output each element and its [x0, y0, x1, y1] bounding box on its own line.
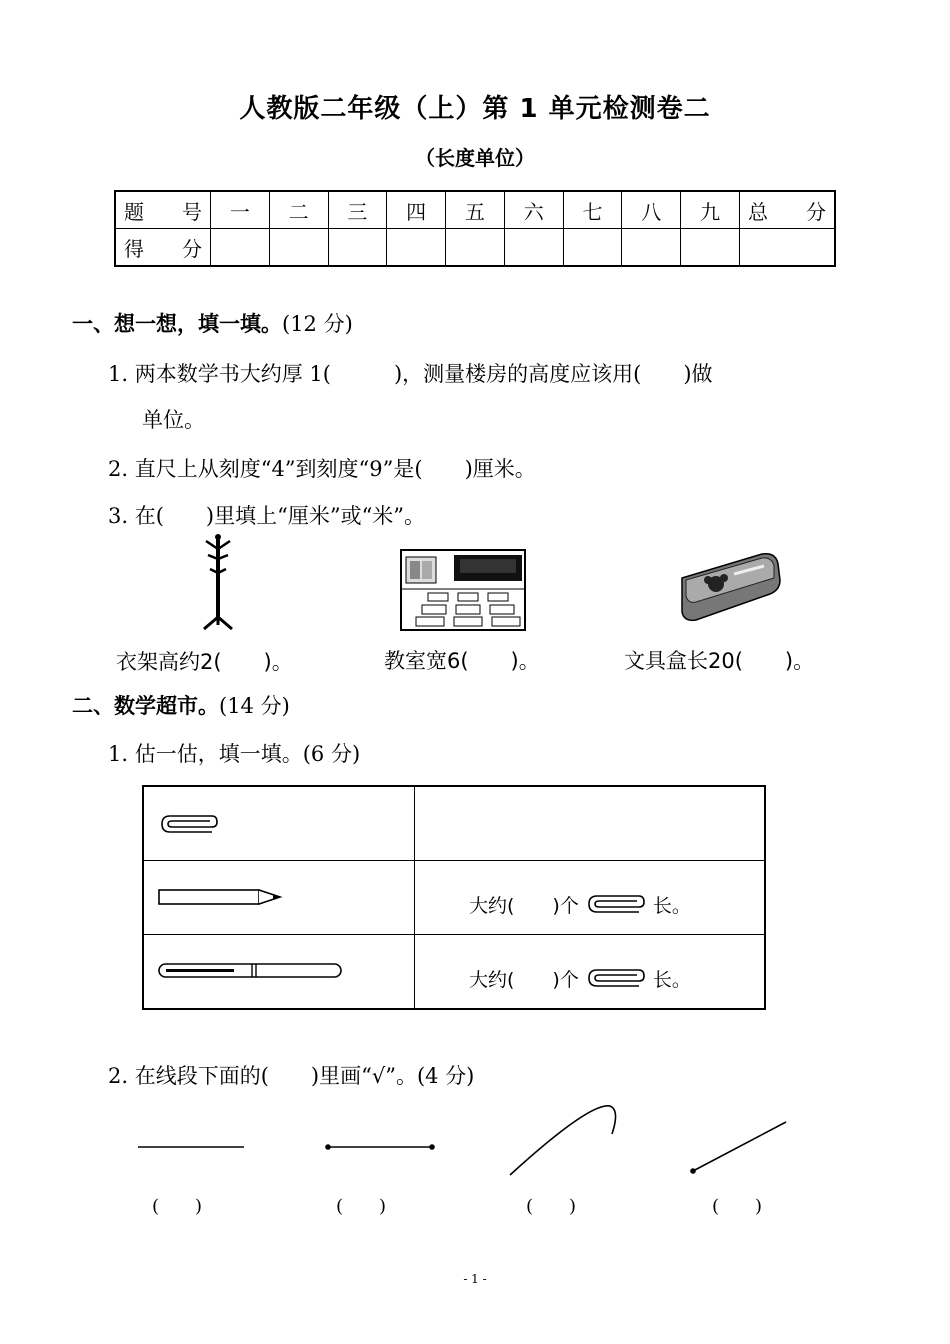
estimate-answer-cell [415, 786, 766, 861]
page-number: - 1 - [463, 1272, 487, 1286]
score-cell[interactable] [740, 229, 836, 267]
s1-q1-line2: 单位。 [142, 408, 205, 432]
score-col-9: 九 [681, 191, 740, 229]
estimate-table [142, 785, 766, 1010]
page-subtitle: （长度单位） [415, 146, 535, 170]
paper-clip-icon [585, 893, 647, 915]
score-col-2: 二 [269, 191, 328, 229]
s1-q3: 3. 在( )里填上“厘米”或“米”。 [108, 504, 426, 528]
score-col-6: 六 [504, 191, 563, 229]
estimate-answer-pen [469, 965, 691, 992]
score-col-4: 四 [387, 191, 446, 229]
score-table [114, 190, 836, 267]
score-cell[interactable] [681, 229, 740, 267]
line-figures [120, 1100, 820, 1190]
estimate-item-cell [143, 861, 415, 935]
section2-title: 二、数学超市。 [72, 694, 219, 718]
estimate-answer-cell[interactable] [415, 935, 766, 1010]
coat-rack-icon [196, 533, 246, 633]
pencil-icon [158, 887, 284, 909]
s1-q2: 2. 直尺上从刻度“4”到刻度“9”是( )厘米。 [108, 457, 536, 481]
score-value-row [115, 229, 835, 267]
caption-coat-rack: 衣架高约2( )。 [116, 650, 293, 674]
score-col-5: 五 [446, 191, 505, 229]
section1-title: 一、想一想，填一填。 [72, 312, 282, 336]
score-col-total: 总分 [740, 191, 836, 229]
pencil-box-icon [676, 550, 784, 626]
score-cell[interactable] [446, 229, 505, 267]
page-title: 人教版二年级（上）第 1 单元检测卷二 [239, 94, 711, 124]
caption-classroom: 教室宽6( )。 [384, 649, 540, 673]
estimate-row-pen [143, 935, 765, 1010]
score-col-1: 一 [211, 191, 270, 229]
figure-segment [325, 1144, 435, 1150]
paper-clip-icon [158, 813, 220, 835]
section2-heading [72, 690, 290, 720]
estimate-suffix: 长。 [652, 895, 691, 917]
caption-pencil-box: 文具盒长20( )。 [624, 649, 815, 673]
classroom-icon [400, 549, 526, 631]
estimate-answer-cell[interactable] [415, 861, 766, 935]
section2-points: (14 分) [219, 694, 290, 718]
figure-curve [510, 1106, 616, 1175]
score-cell[interactable] [504, 229, 563, 267]
estimate-item-cell [143, 935, 415, 1010]
score-cell[interactable] [387, 229, 446, 267]
score-cell[interactable] [211, 229, 270, 267]
figure-ray [690, 1122, 786, 1174]
s2-q2: 2. 在线段下面的( )里画“√”。(4 分) [108, 1064, 475, 1088]
estimate-item-cell [143, 786, 415, 861]
answer-paren-3[interactable]: ( ) [526, 1196, 577, 1217]
paper-clip-icon [585, 967, 647, 989]
estimate-answer-pencil [469, 891, 691, 918]
answer-paren-1[interactable]: ( ) [152, 1196, 203, 1217]
estimate-prefix: 大约( )个 [469, 969, 579, 991]
score-cell[interactable] [269, 229, 328, 267]
section1-heading [72, 308, 353, 338]
section1-points: (12 分) [282, 312, 353, 336]
estimate-suffix: 长。 [652, 969, 691, 991]
score-col-8: 八 [622, 191, 681, 229]
s2-q1: 1. 估一估，填一填。(6 分) [108, 742, 361, 766]
answer-paren-4[interactable]: ( ) [712, 1196, 763, 1217]
score-header-label: 题号 [115, 191, 211, 229]
score-cell[interactable] [622, 229, 681, 267]
answer-paren-2[interactable]: ( ) [336, 1196, 387, 1217]
score-cell[interactable] [563, 229, 622, 267]
score-row-label: 得分 [115, 229, 211, 267]
score-col-7: 七 [563, 191, 622, 229]
score-header-row [115, 191, 835, 229]
score-col-3: 三 [328, 191, 387, 229]
score-cell[interactable] [328, 229, 387, 267]
pen-icon [158, 961, 344, 981]
estimate-row-pencil [143, 861, 765, 935]
estimate-prefix: 大约( )个 [469, 895, 579, 917]
estimate-row-clip [143, 786, 765, 861]
s1-q1-line1: 1. 两本数学书大约厚 1( )，测量楼房的高度应该用( )做 [108, 362, 713, 386]
